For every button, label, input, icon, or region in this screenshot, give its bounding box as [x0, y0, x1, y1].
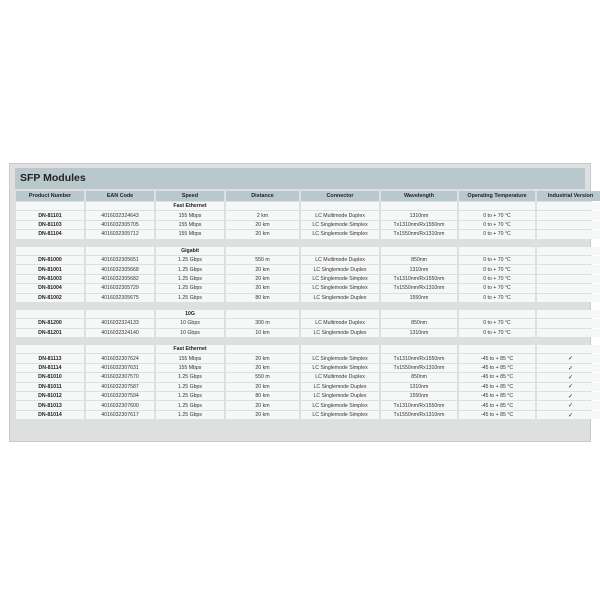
table-cell: 850nm	[381, 319, 457, 327]
empty-cell	[459, 247, 535, 255]
table-cell: 550 m	[226, 256, 299, 264]
table-cell: 1310nm	[381, 265, 457, 273]
table-cell: 20 km	[226, 411, 299, 419]
table-cell: LC Multimode Duplex	[301, 256, 379, 264]
table-cell: 20 km	[226, 383, 299, 391]
table-cell: 10 Gbps	[156, 319, 224, 327]
table-cell: 155 Mbps	[156, 354, 224, 362]
industrial-check-icon: ✓	[537, 401, 600, 409]
product-number-cell: DN-81101	[16, 211, 84, 219]
column-header: Wavelength	[381, 191, 457, 201]
empty-cell	[459, 310, 535, 318]
table-cell: 80 km	[226, 392, 299, 400]
table-body	[16, 202, 600, 419]
table-cell: 20 km	[226, 265, 299, 273]
table-cell: 1310nm	[381, 329, 457, 337]
table-cell: 20 km	[226, 364, 299, 372]
table-row	[16, 329, 600, 337]
table-cell: 4016032305651	[86, 256, 154, 264]
empty-cell	[537, 202, 600, 210]
table-cell: 850nm	[381, 256, 457, 264]
industrial-check-icon	[537, 211, 600, 219]
industrial-check-icon	[537, 294, 600, 302]
table-cell: 0 to + 70 °C	[459, 256, 535, 264]
table-cell: LC Singlemode Simplex	[301, 221, 379, 229]
empty-cell	[86, 310, 154, 318]
empty-cell	[537, 345, 600, 353]
table-cell: 2 km	[226, 211, 299, 219]
group-row	[16, 202, 600, 210]
table-row	[16, 294, 600, 302]
table-cell: LC Singlemode Simplex	[301, 411, 379, 419]
table-cell: 0 to + 70 °C	[459, 265, 535, 273]
table-row	[16, 401, 600, 409]
table-cell: 80 km	[226, 294, 299, 302]
table-cell: 20 km	[226, 221, 299, 229]
table-cell: 300 m	[226, 319, 299, 327]
table-cell: 0 to + 70 °C	[459, 319, 535, 327]
table-row	[16, 364, 600, 372]
table-cell: 1.25 Gbps	[156, 275, 224, 283]
industrial-check-icon	[537, 230, 600, 238]
table-cell: 4016032305729	[86, 284, 154, 292]
table-row	[16, 411, 600, 419]
industrial-check-icon	[537, 284, 600, 292]
table-cell: -45 to + 85 °C	[459, 373, 535, 381]
empty-cell	[86, 345, 154, 353]
empty-cell	[226, 310, 299, 318]
empty-cell	[381, 345, 457, 353]
table-cell: LC Singlemode Simplex	[301, 364, 379, 372]
table-cell: 4016032307594	[86, 392, 154, 400]
table-cell: 155 Mbps	[156, 364, 224, 372]
table-cell: 0 to + 70 °C	[459, 230, 535, 238]
table-cell: 4016032324133	[86, 319, 154, 327]
table-row	[16, 319, 600, 327]
empty-cell	[537, 310, 600, 318]
table-cell: 4016032305682	[86, 275, 154, 283]
product-number-cell: DN-81004	[16, 284, 84, 292]
table-cell: 1.25 Gbps	[156, 256, 224, 264]
table-cell: LC Multimode Duplex	[301, 319, 379, 327]
table-cell: 4016032307631	[86, 364, 154, 372]
table-cell: 1.25 Gbps	[156, 401, 224, 409]
table-cell: 850nm	[381, 373, 457, 381]
table-cell: -45 to + 85 °C	[459, 392, 535, 400]
table-cell: 0 to + 70 °C	[459, 211, 535, 219]
table-cell: 1550nm	[381, 294, 457, 302]
table-cell: 4016032305668	[86, 265, 154, 273]
table-cell: 1.25 Gbps	[156, 294, 224, 302]
empty-cell	[86, 202, 154, 210]
group-row	[16, 345, 600, 353]
table-row	[16, 354, 600, 362]
table-cell: Tx1550nm/Rx1310nm	[381, 284, 457, 292]
column-header: Distance	[226, 191, 299, 201]
table-cell: Tx1550nm/Rx1310nm	[381, 364, 457, 372]
product-number-cell: DN-81113	[16, 354, 84, 362]
table-cell: 20 km	[226, 230, 299, 238]
empty-cell	[86, 247, 154, 255]
header-row	[16, 191, 600, 201]
empty-cell	[537, 247, 600, 255]
column-header: EAN Code	[86, 191, 154, 201]
product-number-cell: DN-81003	[16, 275, 84, 283]
table-cell: 20 km	[226, 275, 299, 283]
table-row	[16, 230, 600, 238]
table-cell: 0 to + 70 °C	[459, 329, 535, 337]
table-row	[16, 256, 600, 264]
product-number-cell: DN-81011	[16, 383, 84, 391]
table-cell: 0 to + 70 °C	[459, 284, 535, 292]
table-cell: 20 km	[226, 354, 299, 362]
table-cell: 4016032307587	[86, 383, 154, 391]
industrial-check-icon	[537, 221, 600, 229]
table-cell: -45 to + 85 °C	[459, 401, 535, 409]
product-number-cell: DN-81114	[16, 364, 84, 372]
table-cell: LC Singlemode Simplex	[301, 284, 379, 292]
table-cell: 4016032305675	[86, 294, 154, 302]
table-cell: 4016032307617	[86, 411, 154, 419]
group-label: Fast Ethernet	[156, 202, 224, 210]
table-cell: 4016032305705	[86, 221, 154, 229]
table-row	[16, 284, 600, 292]
table-cell: 1310nm	[381, 383, 457, 391]
industrial-check-icon: ✓	[537, 354, 600, 362]
table-cell: 1.25 Gbps	[156, 392, 224, 400]
table-cell: 155 Mbps	[156, 221, 224, 229]
table-cell: Tx1550nm/Rx1310nm	[381, 230, 457, 238]
table-cell: -45 to + 85 °C	[459, 354, 535, 362]
table-cell: LC Multimode Duplex	[301, 373, 379, 381]
empty-cell	[381, 202, 457, 210]
table-cell: 0 to + 70 °C	[459, 275, 535, 283]
table-cell: 4016032307570	[86, 373, 154, 381]
column-header: Industrial Version	[537, 191, 600, 201]
table-row	[16, 392, 600, 400]
table-row	[16, 275, 600, 283]
table-cell: LC Singlemode Simplex	[301, 275, 379, 283]
group-label: Gigabit	[156, 247, 224, 255]
table-cell: 155 Mbps	[156, 211, 224, 219]
table-cell: LC Singlemode Simplex	[301, 354, 379, 362]
table-cell: LC Singlemode Duplex	[301, 329, 379, 337]
empty-cell	[459, 345, 535, 353]
table-cell: LC Singlemode Simplex	[301, 230, 379, 238]
table-cell: Tx1310nm/Rx1550nm	[381, 354, 457, 362]
table-cell: 10 Gbps	[156, 329, 224, 337]
product-number-cell: DN-81014	[16, 411, 84, 419]
product-number-cell: DN-81012	[16, 392, 84, 400]
table-cell: 4016032307600	[86, 401, 154, 409]
table-cell: 155 Mbps	[156, 230, 224, 238]
table-cell: 1.25 Gbps	[156, 373, 224, 381]
table-row	[16, 221, 600, 229]
table-row	[16, 211, 600, 219]
table-cell: 4016032324643	[86, 211, 154, 219]
table-cell: 0 to + 70 °C	[459, 294, 535, 302]
table-cell: 1.25 Gbps	[156, 411, 224, 419]
group-label: 10G	[156, 310, 224, 318]
column-header: Speed	[156, 191, 224, 201]
table-cell: 550 m	[226, 373, 299, 381]
column-header: Product Number	[16, 191, 84, 201]
table-cell: Tx1310nm/Rx1550nm	[381, 275, 457, 283]
empty-cell	[16, 247, 84, 255]
industrial-check-icon	[537, 275, 600, 283]
industrial-check-icon: ✓	[537, 364, 600, 372]
table-cell: -45 to + 85 °C	[459, 411, 535, 419]
product-number-cell: DN-81000	[16, 256, 84, 264]
page-title: SFP Modules	[20, 172, 86, 184]
group-spacer	[16, 338, 600, 344]
empty-cell	[226, 202, 299, 210]
empty-cell	[16, 310, 84, 318]
group-spacer	[16, 240, 600, 246]
table-cell: 20 km	[226, 401, 299, 409]
group-label: Fast Ethernet	[156, 345, 224, 353]
industrial-check-icon	[537, 265, 600, 273]
table-cell: Tx1310nm/Rx1550nm	[381, 221, 457, 229]
table-cell: 4016032324140	[86, 329, 154, 337]
table-cell: LC Singlemode Duplex	[301, 265, 379, 273]
table-cell: LC Multimode Duplex	[301, 211, 379, 219]
table-row	[16, 373, 600, 381]
table-cell: 0 to + 70 °C	[459, 221, 535, 229]
product-number-cell: DN-81200	[16, 319, 84, 327]
table-cell: 1310nm	[381, 211, 457, 219]
industrial-check-icon: ✓	[537, 392, 600, 400]
table-cell: 1550nm	[381, 392, 457, 400]
table-cell: 20 km	[226, 284, 299, 292]
title-bar	[15, 168, 585, 189]
empty-cell	[226, 247, 299, 255]
product-number-cell: DN-81001	[16, 265, 84, 273]
empty-cell	[16, 345, 84, 353]
empty-cell	[301, 247, 379, 255]
industrial-check-icon	[537, 329, 600, 337]
column-header: Operating Temperature	[459, 191, 535, 201]
product-number-cell: DN-81013	[16, 401, 84, 409]
industrial-check-icon: ✓	[537, 383, 600, 391]
table-row	[16, 383, 600, 391]
product-number-cell: DN-81104	[16, 230, 84, 238]
industrial-check-icon	[537, 256, 600, 264]
empty-cell	[301, 345, 379, 353]
table-row	[16, 265, 600, 273]
sfp-modules-table	[14, 190, 600, 420]
table-cell: 1.25 Gbps	[156, 284, 224, 292]
table-cell: Tx1310nm/Rx1550nm	[381, 401, 457, 409]
column-header: Connector	[301, 191, 379, 201]
product-number-cell: DN-81010	[16, 373, 84, 381]
empty-cell	[459, 202, 535, 210]
product-number-cell: DN-81002	[16, 294, 84, 302]
product-number-cell: DN-81201	[16, 329, 84, 337]
table-cell: -45 to + 85 °C	[459, 364, 535, 372]
table-cell: 1.25 Gbps	[156, 265, 224, 273]
empty-cell	[16, 202, 84, 210]
group-spacer	[16, 303, 600, 309]
industrial-check-icon: ✓	[537, 373, 600, 381]
empty-cell	[301, 202, 379, 210]
industrial-check-icon	[537, 319, 600, 327]
empty-cell	[226, 345, 299, 353]
table-cell: 4016032307624	[86, 354, 154, 362]
product-number-cell: DN-81103	[16, 221, 84, 229]
table-cell: 1.25 Gbps	[156, 383, 224, 391]
table-cell: LC Singlemode Duplex	[301, 294, 379, 302]
group-row	[16, 247, 600, 255]
sfp-modules-panel	[9, 163, 594, 442]
table-cell: LC Singlemode Simplex	[301, 401, 379, 409]
industrial-check-icon: ✓	[537, 411, 600, 419]
empty-cell	[301, 310, 379, 318]
empty-cell	[381, 247, 457, 255]
table-cell: Tx1550nm/Rx1310nm	[381, 411, 457, 419]
table-cell: 4016032305712	[86, 230, 154, 238]
table-cell: 10 km	[226, 329, 299, 337]
table-cell: LC Singlemode Duplex	[301, 383, 379, 391]
empty-cell	[381, 310, 457, 318]
table-cell: -45 to + 85 °C	[459, 383, 535, 391]
table-cell: LC Singlemode Duplex	[301, 392, 379, 400]
group-row	[16, 310, 600, 318]
